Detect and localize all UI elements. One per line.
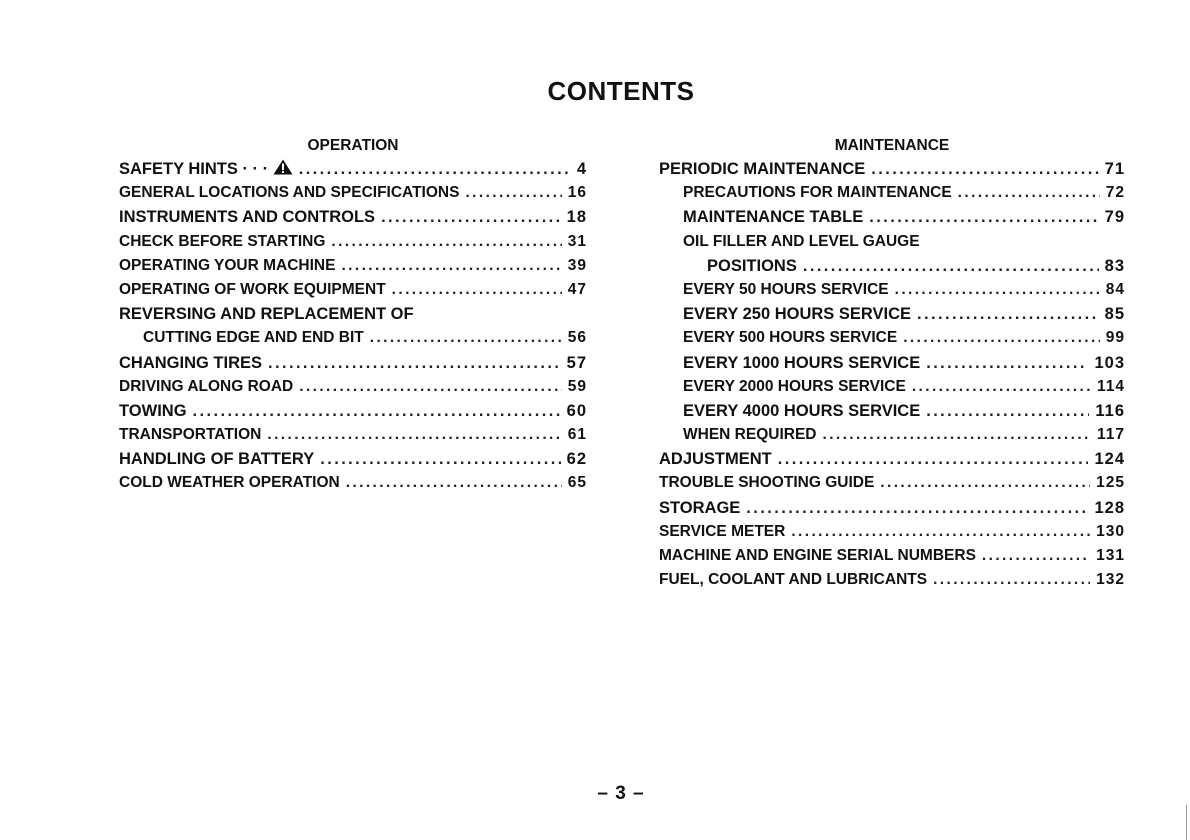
toc-entry-title: GENERAL LOCATIONS AND SPECIFICATIONS xyxy=(119,184,460,202)
dot-leader xyxy=(392,278,562,302)
toc-entry-title: EVERY 4000 HOURS SERVICE xyxy=(683,401,921,420)
toc-entry-check-before-starting[interactable] xyxy=(119,230,587,254)
dot-leader xyxy=(320,447,560,471)
dot-leader xyxy=(381,205,561,229)
toc-entry-every-500-hours[interactable] xyxy=(659,326,1125,350)
toc-entry-every-4000-hours[interactable] xyxy=(659,399,1125,423)
dot-leader xyxy=(869,205,1098,229)
toc-entry-when-required[interactable] xyxy=(659,423,1125,447)
toc-entry-title: WHEN REQUIRED xyxy=(683,426,817,444)
toc-entry-handling-battery[interactable] xyxy=(119,447,587,471)
toc-entry-title: HANDLING OF BATTERY xyxy=(119,450,315,469)
dot-leader xyxy=(903,326,1100,350)
dot-leader xyxy=(982,544,1090,568)
toc-entry-title: OPERATING OF WORK EQUIPMENT xyxy=(119,280,386,298)
toc-entry-page: 83 xyxy=(1104,256,1125,275)
toc-entry-page: 125 xyxy=(1096,474,1125,492)
dot-leader xyxy=(822,423,1091,447)
page-title: CONTENTS xyxy=(547,76,695,106)
toc-entry-title: MAINTENANCE TABLE xyxy=(683,208,864,227)
toc-entry-page: 18 xyxy=(566,208,587,227)
toc-entry-page: 16 xyxy=(567,184,587,202)
toc-entry-title: REVERSING AND REPLACEMENT OF xyxy=(119,305,414,324)
dot-leader xyxy=(465,181,561,205)
toc-entry-page: 103 xyxy=(1094,353,1125,372)
dot-leader xyxy=(917,302,1099,326)
toc-entry-every-1000-hours[interactable] xyxy=(659,351,1125,375)
toc-entry-page: 47 xyxy=(567,280,587,298)
toc-entry-title: SERVICE METER xyxy=(659,522,786,540)
toc-entry-page: 59 xyxy=(567,377,587,395)
toc-entry-periodic-maintenance[interactable] xyxy=(659,157,1125,181)
dot-leader xyxy=(926,399,1089,423)
toc-entry-towing[interactable] xyxy=(119,399,587,423)
toc-entry-page: 116 xyxy=(1095,401,1125,420)
toc-entry-instruments-controls[interactable] xyxy=(119,205,587,229)
toc-entry-title: COLD WEATHER OPERATION xyxy=(119,474,340,492)
toc-entry-maintenance-table[interactable] xyxy=(659,205,1125,229)
toc-entry-title: PERIODIC MAINTENANCE xyxy=(659,160,866,178)
toc-entry-page: 61 xyxy=(567,426,587,444)
dot-leader xyxy=(778,447,1089,471)
toc-entry-oil-filler[interactable] xyxy=(659,230,1125,254)
toc-entry-title: EVERY 50 HOURS SERVICE xyxy=(683,280,889,298)
dot-leader xyxy=(193,399,561,423)
scan-edge-line xyxy=(1186,805,1187,840)
toc-entry-page: 57 xyxy=(566,353,587,372)
toc-entry-page: 4 xyxy=(576,160,587,178)
toc-entry-title: CHECK BEFORE STARTING xyxy=(119,232,326,250)
toc-entry-every-250-hours[interactable] xyxy=(659,302,1125,326)
toc-entry-page: 131 xyxy=(1096,547,1125,564)
dot-leader xyxy=(370,326,562,350)
maintenance-section xyxy=(659,135,1125,592)
toc-entry-title: EVERY 2000 HOURS SERVICE xyxy=(683,377,906,395)
toc-entry-title: STORAGE xyxy=(659,498,741,517)
dot-leader xyxy=(933,568,1090,592)
toc-entry-page: 60 xyxy=(566,401,587,420)
dot-leader xyxy=(346,471,562,495)
toc-entry-page: 79 xyxy=(1104,208,1125,227)
toc-entry-title: TRANSPORTATION xyxy=(119,426,262,444)
toc-entry-positions[interactable] xyxy=(659,254,1125,278)
toc-entry-page: 39 xyxy=(567,256,587,274)
dot-leader xyxy=(803,254,1099,278)
toc-entry-title: OIL FILLER AND LEVEL GAUGE xyxy=(683,232,920,250)
dot-leader xyxy=(268,351,561,375)
toc-entry-cold-weather[interactable] xyxy=(119,471,587,495)
dot-leader xyxy=(958,181,1100,205)
toc-entry-title: ADJUSTMENT xyxy=(659,450,772,469)
toc-entry-page: 128 xyxy=(1094,498,1125,517)
page-number: – 3 – xyxy=(597,783,645,804)
toc-entry-page: 62 xyxy=(566,450,587,469)
dot-leader xyxy=(331,230,561,254)
toc-entry-title: EVERY 1000 HOURS SERVICE xyxy=(683,353,921,372)
toc-entry-title: TROUBLE SHOOTING GUIDE xyxy=(659,474,875,492)
toc-entry-title: MACHINE AND ENGINE SERIAL NUMBERS xyxy=(659,547,976,564)
warning-triangle-icon xyxy=(273,159,293,175)
toc-entry-page: 132 xyxy=(1096,571,1125,589)
dot-leader xyxy=(871,157,1098,181)
toc-entry-title: CUTTING EDGE AND END BIT xyxy=(143,329,364,347)
toc-entry-title: EVERY 250 HOURS SERVICE xyxy=(683,305,912,324)
toc-entry-general-locations[interactable] xyxy=(119,181,587,205)
dot-leader xyxy=(791,520,1090,544)
dot-leader xyxy=(299,157,571,181)
toc-entry-page: 56 xyxy=(567,329,587,347)
dot-leader xyxy=(895,278,1100,302)
toc-entry-title: POSITIONS xyxy=(707,256,797,275)
toc-entry-page: 114 xyxy=(1096,377,1125,395)
toc-entry-page: 31 xyxy=(567,232,587,250)
operation-heading: OPERATION xyxy=(307,137,399,154)
dot-leader xyxy=(299,375,562,399)
toc-entry-service-meter[interactable] xyxy=(659,520,1125,544)
toc-entry-page: 99 xyxy=(1105,329,1125,347)
toc-entry-page: 65 xyxy=(567,474,587,492)
toc-entry-page: 130 xyxy=(1096,522,1125,540)
toc-entry-page: 124 xyxy=(1094,450,1125,469)
operation-section xyxy=(119,135,587,496)
toc-entry-page: 85 xyxy=(1104,305,1125,324)
toc-entry-every-2000-hours[interactable] xyxy=(659,375,1125,399)
dot-leader xyxy=(912,375,1091,399)
toc-entry-page: 72 xyxy=(1105,184,1125,202)
toc-entry-operating-machine[interactable] xyxy=(119,254,587,278)
dot-leader xyxy=(746,496,1088,520)
toc-entry-title: EVERY 500 HOURS SERVICE xyxy=(683,329,898,347)
toc-entry-fuel-coolant[interactable] xyxy=(659,568,1125,592)
dot-leader xyxy=(880,471,1090,495)
toc-entry-changing-tires[interactable] xyxy=(119,351,587,375)
toc-entry-title: SAFETY HINTS · · · xyxy=(119,160,269,178)
toc-entry-page: 117 xyxy=(1096,426,1125,444)
dot-leader xyxy=(341,254,561,278)
toc-entry-title: PRECAUTIONS FOR MAINTENANCE xyxy=(683,184,952,202)
toc-entry-page: 71 xyxy=(1104,160,1125,178)
toc-entry-safety-hints[interactable] xyxy=(119,157,587,181)
toc-entry-title: INSTRUMENTS AND CONTROLS xyxy=(119,208,376,227)
toc-entry-serial-numbers[interactable] xyxy=(659,544,1125,568)
toc-entry-driving-along-road[interactable] xyxy=(119,375,587,399)
toc-entry-precautions-maintenance[interactable] xyxy=(659,181,1125,205)
toc-entry-title: DRIVING ALONG ROAD xyxy=(119,377,294,395)
toc-entry-title: TOWING xyxy=(119,401,187,420)
toc-entry-title: FUEL, COOLANT AND LUBRICANTS xyxy=(659,571,928,589)
toc-entry-cutting-edge[interactable] xyxy=(119,326,587,350)
toc-entry-every-50-hours[interactable] xyxy=(659,278,1125,302)
maintenance-heading: MAINTENANCE xyxy=(834,137,950,154)
toc-entry-page: 84 xyxy=(1105,280,1125,298)
toc-entry-operating-work-equipment[interactable] xyxy=(119,278,587,302)
toc-entry-reversing-replacement[interactable] xyxy=(119,302,587,326)
toc-entry-title: CHANGING TIRES xyxy=(119,353,263,372)
toc-entry-trouble-shooting[interactable] xyxy=(659,471,1125,495)
toc-entry-adjustment[interactable] xyxy=(659,447,1125,471)
toc-entry-transportation[interactable] xyxy=(119,423,587,447)
toc-entry-title: OPERATING YOUR MACHINE xyxy=(119,256,336,274)
dot-leader xyxy=(926,351,1088,375)
dot-leader xyxy=(267,423,561,447)
toc-entry-storage[interactable] xyxy=(659,496,1125,520)
